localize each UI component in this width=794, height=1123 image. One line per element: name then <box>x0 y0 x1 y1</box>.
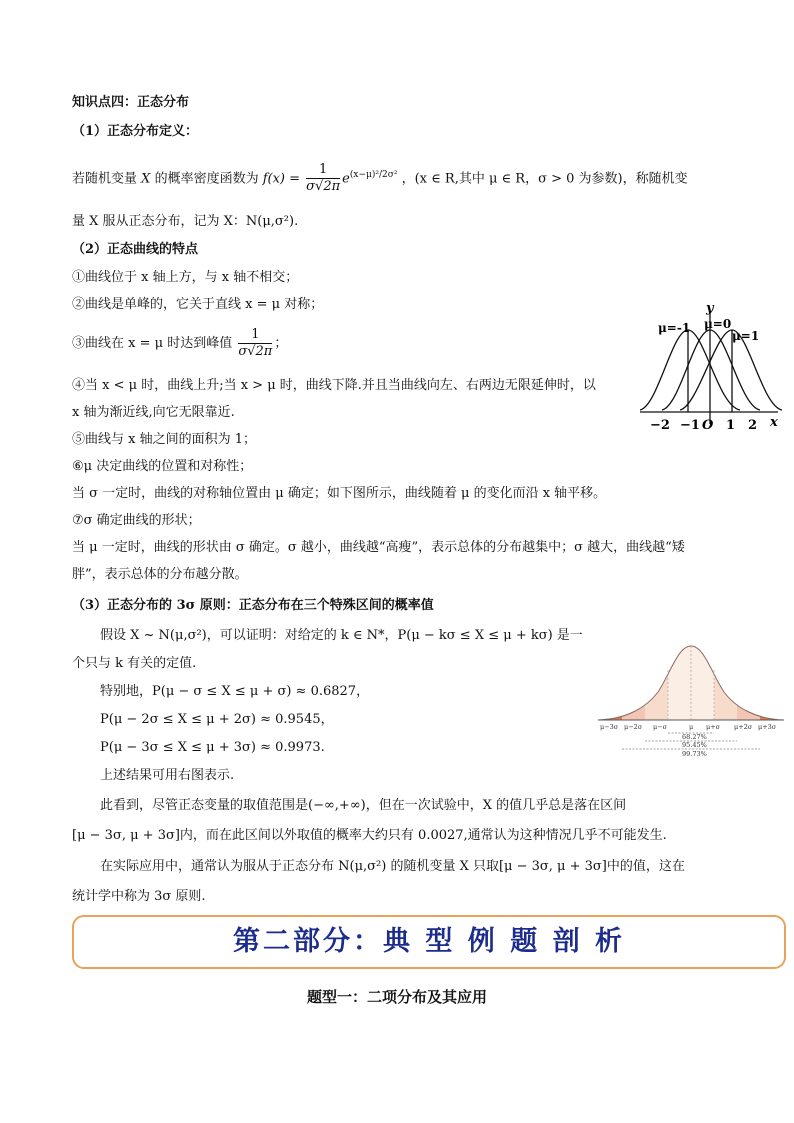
para-3: P(μ − 2σ ≤ X ≤ μ + 2σ) ≈ 0.9545， <box>100 712 334 727</box>
def-frac-den: σ√2π <box>306 179 341 195</box>
y-label: y <box>706 301 714 316</box>
tick-mu: μ <box>689 723 694 731</box>
para-2: 特别地，P(μ − σ ≤ X ≤ μ + σ) ≈ 0.6827， <box>100 684 370 699</box>
feature-3 <box>72 326 287 362</box>
para-1: 假设 X ~ N(μ,σ²)，可以证明：对给定的 k ∈ N*，P(μ − kσ ≤ X ≤ μ + kσ) 是一 <box>100 628 583 643</box>
tick-neg2: −2 <box>650 418 670 433</box>
x-label: x <box>770 415 778 430</box>
tick-m2s: μ−2σ <box>624 723 643 731</box>
feature-2: ②曲线是单峰的，它关于直线 x = μ 对称； <box>72 297 324 312</box>
tick-p2s: μ+2σ <box>734 723 753 731</box>
tick-m3s: μ−3σ <box>600 723 619 731</box>
tick-2: 2 <box>748 418 758 433</box>
peak-fraction <box>238 327 272 360</box>
curve-mu-1 <box>680 330 782 410</box>
tick-1: 1 <box>726 418 736 433</box>
definition-line2: 量 X 服从正态分布，记为 X：N(μ,σ²). <box>72 214 299 229</box>
pct-99: 99.73% <box>682 750 707 758</box>
para-7b: 统计学中称为 3σ 原则. <box>72 889 206 904</box>
subsection-definition: （1）正态分布定义： <box>72 124 199 139</box>
peak-frac-den: σ√2π <box>238 344 273 359</box>
feature-7b: 当 μ 一定时，曲线的形状由 σ 确定。σ 越小，曲线越“高瘦”，表示总体的分布越集中；σ 越大，曲线越“矮 <box>72 540 685 555</box>
def-mid: 的概率密度函数为 <box>154 171 259 187</box>
feature-4b: x 轴为渐近线,向它无限靠近. <box>72 405 235 420</box>
band-outer-left <box>598 640 622 720</box>
tick-p3s: μ+3σ <box>758 723 777 731</box>
peak-frac-num: 1 <box>238 327 272 344</box>
section-title: 知识点四：正态分布 <box>72 95 190 110</box>
label-mu-1: μ=1 <box>732 329 760 343</box>
feature-4a: ④当 x < μ 时，曲线上升;当 x > μ 时，曲线下降.并且当曲线向左、右两边无限延伸时，以 <box>72 378 596 393</box>
def-frac-num: 1 <box>306 162 340 179</box>
def-exp: e <box>342 171 350 187</box>
part2-banner: 第二部分：典 型 例 题 剖 析 <box>72 915 786 969</box>
feature-1: ①曲线位于 x 轴上方，与 x 轴不相交； <box>72 270 299 285</box>
label-mu-0: μ=0 <box>704 317 732 331</box>
curve-mu-neg1 <box>640 330 740 410</box>
def-prefix: 若随机变量 <box>72 171 138 187</box>
feature-6: ⑥μ 决定曲线的位置和对称性； <box>72 459 253 474</box>
feature-6b: 当 σ 一定时，曲线的对称轴位置由 μ 确定；如下图所示，曲线随着 μ 的变化而沿 x 轴平移。 <box>72 486 607 501</box>
feature-5: ⑤曲线与 x 轴之间的面积为 1； <box>72 432 256 447</box>
definition-line <box>72 160 688 195</box>
def-exp-sup: (x−μ)²/2σ² <box>349 170 398 180</box>
feature-7c: 胖”，表示总体的分布越分散。 <box>72 567 248 582</box>
para-6b: [μ − 3σ, μ + 3σ]内，而在此区间以外取值的概率大约只有 0.0027,通常认为这种情况几乎不可能发生. <box>72 828 667 843</box>
band-outer-right <box>760 640 784 720</box>
label-mu-neg1: μ=-1 <box>658 321 691 335</box>
pct-95: 95.45% <box>682 741 707 749</box>
tick-origin: O <box>702 418 714 433</box>
def-fx: f(x) = <box>262 171 301 187</box>
def-fraction <box>306 162 340 195</box>
normal-curves-figure <box>636 300 788 435</box>
pct-68: 68.27% <box>682 733 707 741</box>
three-sigma-figure <box>596 640 786 760</box>
para-4: P(μ − 3σ ≤ X ≤ μ + 3σ) ≈ 0.9973. <box>100 740 325 755</box>
def-var: X <box>141 171 151 187</box>
para-1b: 个只与 k 有关的定值. <box>72 656 197 671</box>
def-suffix: ，(x ∈ R,其中 μ ∈ R，σ > 0 为参数)，称随机变 <box>401 171 688 187</box>
feature-3-post: ； <box>274 336 288 351</box>
para-5: 上述结果可用右图表示. <box>100 768 235 783</box>
feature-7: ⑦σ 确定曲线的形状； <box>72 513 201 528</box>
tick-neg1: −1 <box>680 418 700 433</box>
feature-3-pre: ③曲线在 x = μ 时达到峰值 <box>72 336 233 351</box>
para-6: 此看到，尽管正态变量的取值范围是(−∞,+∞)，但在一次试验中，X 的值几乎总是落在区间 <box>100 798 627 813</box>
tick-p1s: μ+σ <box>706 723 721 731</box>
part2-heading: 题型一：二项分布及其应用 <box>306 988 487 1006</box>
subsection-3sigma: （3）正态分布的 3σ 原则：正态分布在三个特殊区间的概率值 <box>72 598 434 613</box>
para-7: 在实际应用中，通常认为服从于正态分布 N(μ,σ²) 的随机变量 X 只取[μ − 3σ, μ + 3σ]中的值，这在 <box>100 859 685 874</box>
subsection-curve: （2）正态曲线的特点 <box>72 242 199 257</box>
tick-m1s: μ−σ <box>653 723 668 731</box>
